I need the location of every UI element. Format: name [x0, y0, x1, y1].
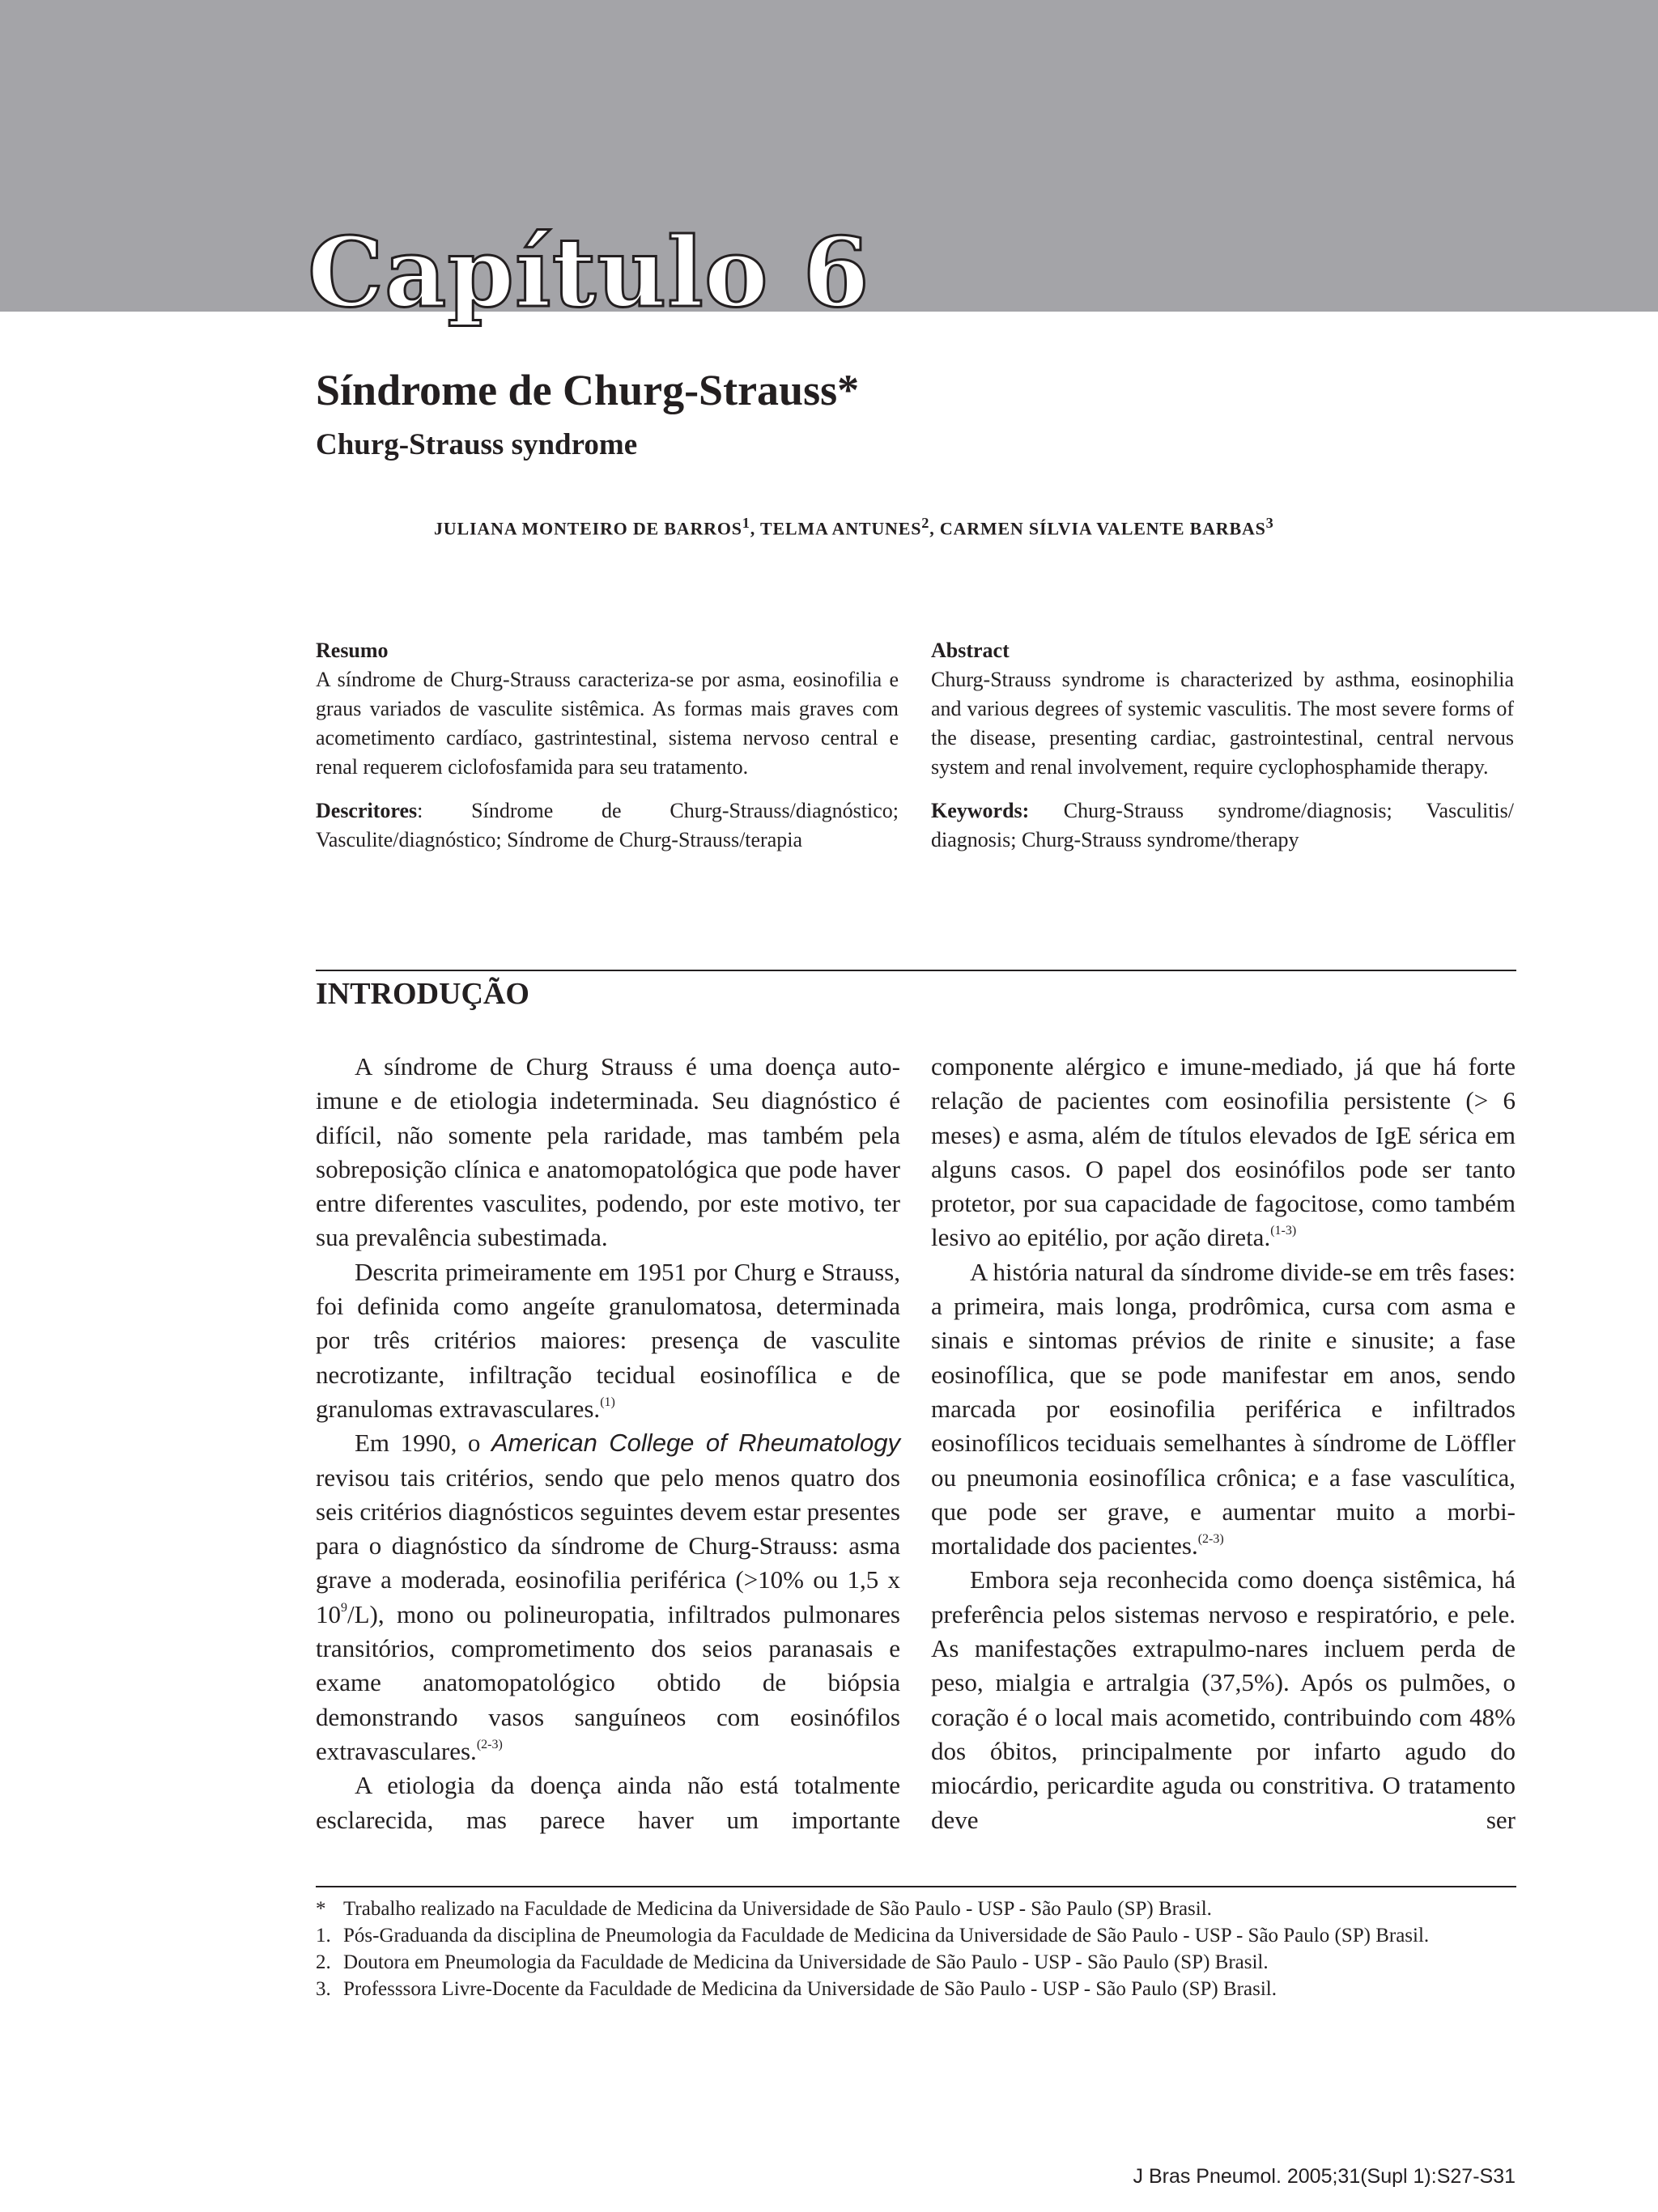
footnote: 3. Professsora Livre-Docente da Faculdade de Medicina da Universidade de São Paulo - USP - São Paulo (SP) Brasil. — [316, 1978, 1277, 2000]
body-column-left — [316, 1050, 900, 1837]
footnotes — [316, 1896, 1516, 2002]
article-subtitle: Churg-Strauss syndrome — [316, 428, 638, 461]
abstract-keywords — [931, 796, 1514, 855]
resumo-heading: Resumo — [316, 639, 389, 662]
citation: (2-3) — [1197, 1532, 1224, 1547]
exponent: 9 — [341, 1600, 347, 1615]
author-1-affiliation: 1 — [742, 515, 750, 531]
article-title: Síndrome de Churg-Strauss* — [316, 366, 860, 414]
author-3-affiliation: 3 — [1265, 515, 1274, 531]
keywords-text: Churg-Strauss syndrome/diagnosis; Vasculitis/ diagnosis; Churg-Strauss syndrome/therapy — [931, 799, 1514, 851]
paragraph: Descrita primeiramente em 1951 por Churg e Strauss, foi definida como angeíte granulomatosa, determinada por três critérios maiores: presença de vasculite necrotizante, infiltração tecidual eosinofílica e de granulomas extravasculares.$^{(1)}$ — [316, 1257, 900, 1423]
author-2: TELMA ANTUNES — [759, 518, 922, 539]
resumo-block — [316, 636, 899, 855]
body-column-right — [931, 1050, 1516, 1837]
journal-reference: J Bras Pneumol. 2005;31(Supl 1):S27-S31 — [1133, 2165, 1516, 2188]
abstract-block — [931, 636, 1514, 855]
paragraph: A etiologia da doença ainda não está totalmente esclarecida, mas parece haver um importante — [316, 1771, 900, 1834]
abstract-text: Churg-Strauss syndrome is characterized by asthma, eosinophilia and various degrees of systemic vasculitis. The most severe forms of the disease, presenting cardiac, gastrointestinal, central nervous system and renal involvement, require cyclophosphamide therapy. — [931, 668, 1514, 779]
footnote-divider — [316, 1886, 1516, 1887]
author-list: JULIANA MONTEIRO DE BARROS$^1$, TELMA ANTUNES$^2$, CARMEN SÍLVIA VALENTE BARBAS$^3$ — [434, 515, 1274, 539]
resumo-keywords: Descritores: Síndrome de Churg-Strauss/diagnóstico; Vasculite/diagnóstico; Síndrome de Churg-Strauss/terapia — [316, 799, 899, 851]
descritores-text: Síndrome de Churg-Strauss/diagnóstico; Vasculite/diagnóstico; Síndrome de Churg-Strauss/terapia — [316, 799, 899, 851]
author-1: JULIANA MONTEIRO DE BARROS — [434, 518, 742, 539]
footnote: * Trabalho realizado na Faculdade de Medicina da Universidade de São Paulo - USP - São Paulo (SP) Brasil. — [316, 1898, 1212, 1920]
citation: (1) — [600, 1395, 615, 1409]
section-divider — [316, 970, 1516, 971]
paragraph: componente alérgico e imune-mediado, já que há forte relação de pacientes com eosinofilia persistente (> 6 meses) e asma, além de títulos elevados de IgE sérica em alguns casos. O papel dos eosinófilos pode ser tanto protetor, por sua capacidade de fagocitose, como também lesivo ao epitélio, por ação direta.$^{(1-3)}$ — [931, 1052, 1516, 1252]
abstract-heading: Abstract — [931, 639, 1010, 662]
footnote: 1. Pós-Graduanda da disciplina de Pneumologia da Faculdade de Medicina da Universidade de São Paulo - USP - São Paulo (SP) Brasil. — [316, 1925, 1430, 1947]
paragraph: A síndrome de Churg Strauss é uma doença auto-imune e de etiologia indeterminada. Seu diagnóstico é difícil, não somente pela raridade, mas também pela sobreposição clínica e anatomopatológica que pode haver entre diferentes vasculites, podendo, por este motivo, ter sua prevalência subestimada. — [316, 1052, 900, 1252]
paragraph: Em 1990, o American College of Rheumatology revisou tais critérios, sendo que pelo menos quatro dos seis critérios diagnósticos seguintes devem estar presentes para o diagnóstico da síndrome de Churg-Strauss: asma grave a moderada, eosinofilia periférica (>10% ou 1,5 x $10^9/L$), mono ou polineuropatia, infiltrados pulmonares transitórios, comprometimento dos seios paranasais e exame anatomopatológico obtido de biópsia demonstrando vasos sanguíneos com eosinófilos extravasculares.$^{(2-3)}$ — [316, 1429, 900, 1765]
paragraph: A história natural da síndrome divide-se em três fases: a primeira, mais longa, prodrômica, cursa com asma e sinais e sintomas prévios de rinite e sinusite; a fase eosinofílica, que se pode manifestar em anos, sendo marcada por eosinofilia periférica e infiltrados eosinofílicos teciduais semelhantes à síndrome de Löffler ou pneumonia eosinofílica crônica; e a fase vasculítica, que pode ser grave, e aumentar muito a morbi-mortalidade dos pacientes.$^{(2-3)}$ — [931, 1257, 1516, 1560]
resumo-text: A síndrome de Churg-Strauss caracteriza-se por asma, eosinofilia e graus variados de vasculite sistêmica. As formas mais graves com acometimento cardíaco, gastrintestinal, sistema nervoso central e renal requerem ciclofosfamida para seu tratamento. — [316, 668, 899, 779]
footnote: 2. Doutora em Pneumologia da Faculdade de Medicina da Universidade de São Paulo - USP - São Paulo (SP) Brasil. — [316, 1951, 1269, 1973]
paragraph: Embora seja reconhecida como doença sistêmica, há preferência pelos sistemas nervoso e respiratório, e pele. As manifestações extrapulmo-nares incluem perda de peso, mialgia e artralgia (37,5%). Após os pulmões, o coração é o local mais acometido, contribuindo com 48% dos óbitos, principalmente por infarto agudo do miocárdio, pericardite aguda ou constritiva. O tratamento deve ser — [931, 1565, 1516, 1834]
citation: (2-3) — [476, 1737, 503, 1751]
author-2-affiliation: 2 — [921, 515, 930, 531]
author-3: CARMEN SÍLVIA VALENTE BARBAS — [939, 518, 1266, 539]
chapter-title: Capítulo 6 — [308, 216, 870, 329]
keywords-label: Keywords: — [931, 799, 1030, 822]
section-heading-introducao: INTRODUÇÃO — [316, 977, 529, 1011]
citation: (1-3) — [1270, 1224, 1297, 1238]
journal-name: American College of Rheumatology — [491, 1429, 900, 1458]
descritores-label: Descritores — [316, 799, 418, 822]
